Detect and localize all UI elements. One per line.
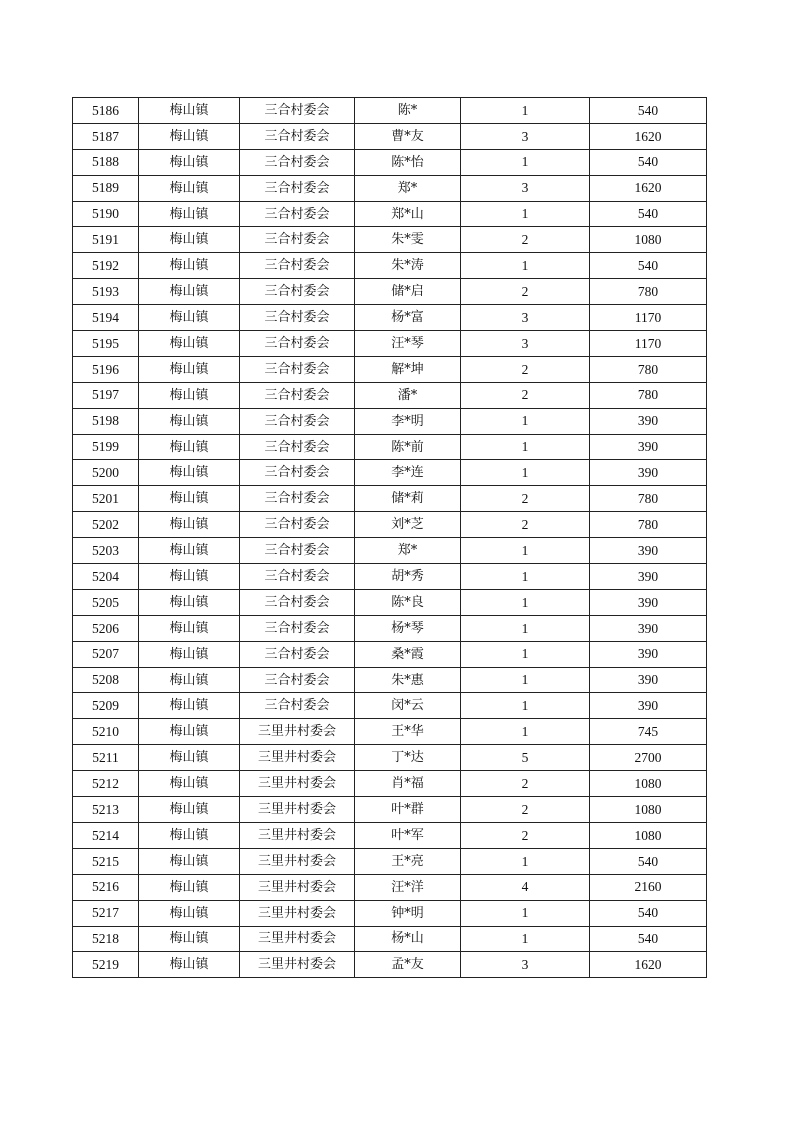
town-cell: 梅山镇 <box>139 822 240 848</box>
table-row <box>73 331 707 357</box>
table-row <box>73 900 707 926</box>
amount-cell: 2700 <box>590 745 707 771</box>
row-number-cell: 5204 <box>73 564 139 590</box>
village-cell: 三合村委会 <box>240 331 355 357</box>
count-cell: 1 <box>461 201 590 227</box>
village-cell: 三合村委会 <box>240 382 355 408</box>
village-cell: 三合村委会 <box>240 305 355 331</box>
village-cell: 三合村委会 <box>240 641 355 667</box>
amount-cell: 1080 <box>590 822 707 848</box>
name-cell: 潘* <box>355 382 461 408</box>
count-cell: 1 <box>461 693 590 719</box>
name-cell: 杨*富 <box>355 305 461 331</box>
village-cell: 三里井村委会 <box>240 719 355 745</box>
town-cell: 梅山镇 <box>139 356 240 382</box>
village-cell: 三合村委会 <box>240 408 355 434</box>
village-cell: 三合村委会 <box>240 279 355 305</box>
amount-cell: 390 <box>590 434 707 460</box>
name-cell: 朱*涛 <box>355 253 461 279</box>
amount-cell: 390 <box>590 408 707 434</box>
row-number-cell: 5206 <box>73 615 139 641</box>
village-cell: 三合村委会 <box>240 434 355 460</box>
table-row <box>73 822 707 848</box>
table-row <box>73 460 707 486</box>
village-cell: 三合村委会 <box>240 123 355 149</box>
town-cell: 梅山镇 <box>139 123 240 149</box>
village-cell: 三合村委会 <box>240 693 355 719</box>
amount-cell: 2160 <box>590 874 707 900</box>
amount-cell: 540 <box>590 926 707 952</box>
amount-cell: 1170 <box>590 331 707 357</box>
table-row <box>73 667 707 693</box>
village-cell: 三合村委会 <box>240 615 355 641</box>
table-row <box>73 745 707 771</box>
table-row <box>73 641 707 667</box>
amount-cell: 1620 <box>590 952 707 978</box>
table-row <box>73 693 707 719</box>
name-cell: 杨*琴 <box>355 615 461 641</box>
name-cell: 曹*友 <box>355 123 461 149</box>
row-number-cell: 5190 <box>73 201 139 227</box>
town-cell: 梅山镇 <box>139 305 240 331</box>
table-row <box>73 486 707 512</box>
name-cell: 储*莉 <box>355 486 461 512</box>
table-row <box>73 771 707 797</box>
village-cell: 三合村委会 <box>240 486 355 512</box>
name-cell: 孟*友 <box>355 952 461 978</box>
row-number-cell: 5195 <box>73 331 139 357</box>
count-cell: 2 <box>461 382 590 408</box>
village-cell: 三合村委会 <box>240 201 355 227</box>
amount-cell: 540 <box>590 253 707 279</box>
table-row <box>73 408 707 434</box>
town-cell: 梅山镇 <box>139 719 240 745</box>
name-cell: 郑*山 <box>355 201 461 227</box>
table-row <box>73 382 707 408</box>
row-number-cell: 5215 <box>73 848 139 874</box>
row-number-cell: 5197 <box>73 382 139 408</box>
row-number-cell: 5210 <box>73 719 139 745</box>
amount-cell: 1620 <box>590 123 707 149</box>
row-number-cell: 5194 <box>73 305 139 331</box>
name-cell: 陈*前 <box>355 434 461 460</box>
village-cell: 三合村委会 <box>240 564 355 590</box>
count-cell: 1 <box>461 98 590 124</box>
table-row <box>73 926 707 952</box>
town-cell: 梅山镇 <box>139 667 240 693</box>
amount-cell: 540 <box>590 149 707 175</box>
row-number-cell: 5219 <box>73 952 139 978</box>
town-cell: 梅山镇 <box>139 460 240 486</box>
town-cell: 梅山镇 <box>139 589 240 615</box>
table-row <box>73 279 707 305</box>
count-cell: 5 <box>461 745 590 771</box>
village-cell: 三里井村委会 <box>240 952 355 978</box>
table-row <box>73 356 707 382</box>
table-row <box>73 589 707 615</box>
village-cell: 三里井村委会 <box>240 797 355 823</box>
count-cell: 1 <box>461 926 590 952</box>
village-cell: 三合村委会 <box>240 149 355 175</box>
table-row <box>73 952 707 978</box>
name-cell: 桑*霞 <box>355 641 461 667</box>
row-number-cell: 5205 <box>73 589 139 615</box>
town-cell: 梅山镇 <box>139 564 240 590</box>
row-number-cell: 5202 <box>73 512 139 538</box>
town-cell: 梅山镇 <box>139 952 240 978</box>
amount-cell: 540 <box>590 900 707 926</box>
name-cell: 陈*怡 <box>355 149 461 175</box>
town-cell: 梅山镇 <box>139 253 240 279</box>
amount-cell: 390 <box>590 538 707 564</box>
count-cell: 1 <box>461 719 590 745</box>
table-row <box>73 98 707 124</box>
town-cell: 梅山镇 <box>139 641 240 667</box>
count-cell: 2 <box>461 227 590 253</box>
town-cell: 梅山镇 <box>139 771 240 797</box>
count-cell: 2 <box>461 486 590 512</box>
row-number-cell: 5187 <box>73 123 139 149</box>
town-cell: 梅山镇 <box>139 797 240 823</box>
town-cell: 梅山镇 <box>139 279 240 305</box>
name-cell: 胡*秀 <box>355 564 461 590</box>
village-cell: 三合村委会 <box>240 667 355 693</box>
name-cell: 王*亮 <box>355 848 461 874</box>
row-number-cell: 5203 <box>73 538 139 564</box>
name-cell: 朱*惠 <box>355 667 461 693</box>
name-cell: 汪*洋 <box>355 874 461 900</box>
row-number-cell: 5209 <box>73 693 139 719</box>
amount-cell: 745 <box>590 719 707 745</box>
village-cell: 三里井村委会 <box>240 771 355 797</box>
village-cell: 三合村委会 <box>240 538 355 564</box>
name-cell: 叶*群 <box>355 797 461 823</box>
name-cell: 杨*山 <box>355 926 461 952</box>
table-row <box>73 149 707 175</box>
name-cell: 郑* <box>355 175 461 201</box>
name-cell: 钟*明 <box>355 900 461 926</box>
count-cell: 1 <box>461 848 590 874</box>
row-number-cell: 5214 <box>73 822 139 848</box>
count-cell: 1 <box>461 564 590 590</box>
amount-cell: 780 <box>590 279 707 305</box>
row-number-cell: 5213 <box>73 797 139 823</box>
count-cell: 1 <box>461 641 590 667</box>
count-cell: 3 <box>461 305 590 331</box>
amount-cell: 1170 <box>590 305 707 331</box>
table-row <box>73 615 707 641</box>
table-row <box>73 564 707 590</box>
name-cell: 解*坤 <box>355 356 461 382</box>
name-cell: 闵*云 <box>355 693 461 719</box>
village-cell: 三里井村委会 <box>240 874 355 900</box>
amount-cell: 390 <box>590 589 707 615</box>
table-row <box>73 175 707 201</box>
table-row <box>73 123 707 149</box>
amount-cell: 540 <box>590 201 707 227</box>
count-cell: 3 <box>461 175 590 201</box>
row-number-cell: 5196 <box>73 356 139 382</box>
name-cell: 陈* <box>355 98 461 124</box>
name-cell: 刘*芝 <box>355 512 461 538</box>
count-cell: 1 <box>461 149 590 175</box>
name-cell: 李*连 <box>355 460 461 486</box>
row-number-cell: 5201 <box>73 486 139 512</box>
row-number-cell: 5216 <box>73 874 139 900</box>
village-cell: 三合村委会 <box>240 512 355 538</box>
count-cell: 1 <box>461 615 590 641</box>
count-cell: 1 <box>461 538 590 564</box>
town-cell: 梅山镇 <box>139 408 240 434</box>
amount-cell: 390 <box>590 615 707 641</box>
village-cell: 三合村委会 <box>240 227 355 253</box>
table-row <box>73 253 707 279</box>
data-table <box>72 97 707 978</box>
amount-cell: 540 <box>590 98 707 124</box>
town-cell: 梅山镇 <box>139 382 240 408</box>
count-cell: 1 <box>461 589 590 615</box>
table-body <box>73 98 707 978</box>
table-row <box>73 797 707 823</box>
row-number-cell: 5189 <box>73 175 139 201</box>
count-cell: 1 <box>461 408 590 434</box>
row-number-cell: 5212 <box>73 771 139 797</box>
town-cell: 梅山镇 <box>139 615 240 641</box>
count-cell: 2 <box>461 512 590 538</box>
amount-cell: 1080 <box>590 227 707 253</box>
village-cell: 三里井村委会 <box>240 745 355 771</box>
count-cell: 2 <box>461 797 590 823</box>
count-cell: 2 <box>461 279 590 305</box>
amount-cell: 1080 <box>590 771 707 797</box>
village-cell: 三里井村委会 <box>240 926 355 952</box>
amount-cell: 390 <box>590 641 707 667</box>
village-cell: 三里井村委会 <box>240 822 355 848</box>
table-row <box>73 512 707 538</box>
amount-cell: 390 <box>590 564 707 590</box>
row-number-cell: 5198 <box>73 408 139 434</box>
row-number-cell: 5211 <box>73 745 139 771</box>
village-cell: 三合村委会 <box>240 98 355 124</box>
name-cell: 丁*达 <box>355 745 461 771</box>
town-cell: 梅山镇 <box>139 512 240 538</box>
town-cell: 梅山镇 <box>139 149 240 175</box>
town-cell: 梅山镇 <box>139 745 240 771</box>
name-cell: 储*启 <box>355 279 461 305</box>
town-cell: 梅山镇 <box>139 900 240 926</box>
town-cell: 梅山镇 <box>139 175 240 201</box>
table-row <box>73 874 707 900</box>
village-cell: 三里井村委会 <box>240 848 355 874</box>
count-cell: 3 <box>461 123 590 149</box>
village-cell: 三里井村委会 <box>240 900 355 926</box>
village-cell: 三合村委会 <box>240 589 355 615</box>
count-cell: 1 <box>461 460 590 486</box>
count-cell: 4 <box>461 874 590 900</box>
name-cell: 王*华 <box>355 719 461 745</box>
table-row <box>73 719 707 745</box>
name-cell: 朱*雯 <box>355 227 461 253</box>
count-cell: 2 <box>461 771 590 797</box>
name-cell: 肖*福 <box>355 771 461 797</box>
row-number-cell: 5192 <box>73 253 139 279</box>
count-cell: 1 <box>461 900 590 926</box>
town-cell: 梅山镇 <box>139 538 240 564</box>
amount-cell: 780 <box>590 382 707 408</box>
row-number-cell: 5207 <box>73 641 139 667</box>
count-cell: 1 <box>461 667 590 693</box>
town-cell: 梅山镇 <box>139 201 240 227</box>
count-cell: 3 <box>461 952 590 978</box>
town-cell: 梅山镇 <box>139 98 240 124</box>
name-cell: 陈*良 <box>355 589 461 615</box>
village-cell: 三合村委会 <box>240 175 355 201</box>
amount-cell: 780 <box>590 486 707 512</box>
amount-cell: 540 <box>590 848 707 874</box>
town-cell: 梅山镇 <box>139 434 240 460</box>
amount-cell: 390 <box>590 693 707 719</box>
amount-cell: 780 <box>590 356 707 382</box>
row-number-cell: 5199 <box>73 434 139 460</box>
count-cell: 2 <box>461 356 590 382</box>
row-number-cell: 5188 <box>73 149 139 175</box>
amount-cell: 1080 <box>590 797 707 823</box>
town-cell: 梅山镇 <box>139 331 240 357</box>
table-row <box>73 538 707 564</box>
village-cell: 三合村委会 <box>240 356 355 382</box>
row-number-cell: 5186 <box>73 98 139 124</box>
amount-cell: 390 <box>590 667 707 693</box>
row-number-cell: 5217 <box>73 900 139 926</box>
table-row <box>73 201 707 227</box>
amount-cell: 780 <box>590 512 707 538</box>
amount-cell: 390 <box>590 460 707 486</box>
town-cell: 梅山镇 <box>139 874 240 900</box>
row-number-cell: 5193 <box>73 279 139 305</box>
table-row <box>73 227 707 253</box>
count-cell: 2 <box>461 822 590 848</box>
count-cell: 1 <box>461 253 590 279</box>
table-row <box>73 305 707 331</box>
row-number-cell: 5200 <box>73 460 139 486</box>
name-cell: 郑* <box>355 538 461 564</box>
amount-cell: 1620 <box>590 175 707 201</box>
count-cell: 1 <box>461 434 590 460</box>
table-row <box>73 848 707 874</box>
name-cell: 汪*琴 <box>355 331 461 357</box>
town-cell: 梅山镇 <box>139 848 240 874</box>
name-cell: 李*明 <box>355 408 461 434</box>
town-cell: 梅山镇 <box>139 227 240 253</box>
town-cell: 梅山镇 <box>139 693 240 719</box>
table-row <box>73 434 707 460</box>
town-cell: 梅山镇 <box>139 486 240 512</box>
name-cell: 叶*军 <box>355 822 461 848</box>
count-cell: 3 <box>461 331 590 357</box>
village-cell: 三合村委会 <box>240 460 355 486</box>
village-cell: 三合村委会 <box>240 253 355 279</box>
town-cell: 梅山镇 <box>139 926 240 952</box>
row-number-cell: 5218 <box>73 926 139 952</box>
row-number-cell: 5191 <box>73 227 139 253</box>
row-number-cell: 5208 <box>73 667 139 693</box>
